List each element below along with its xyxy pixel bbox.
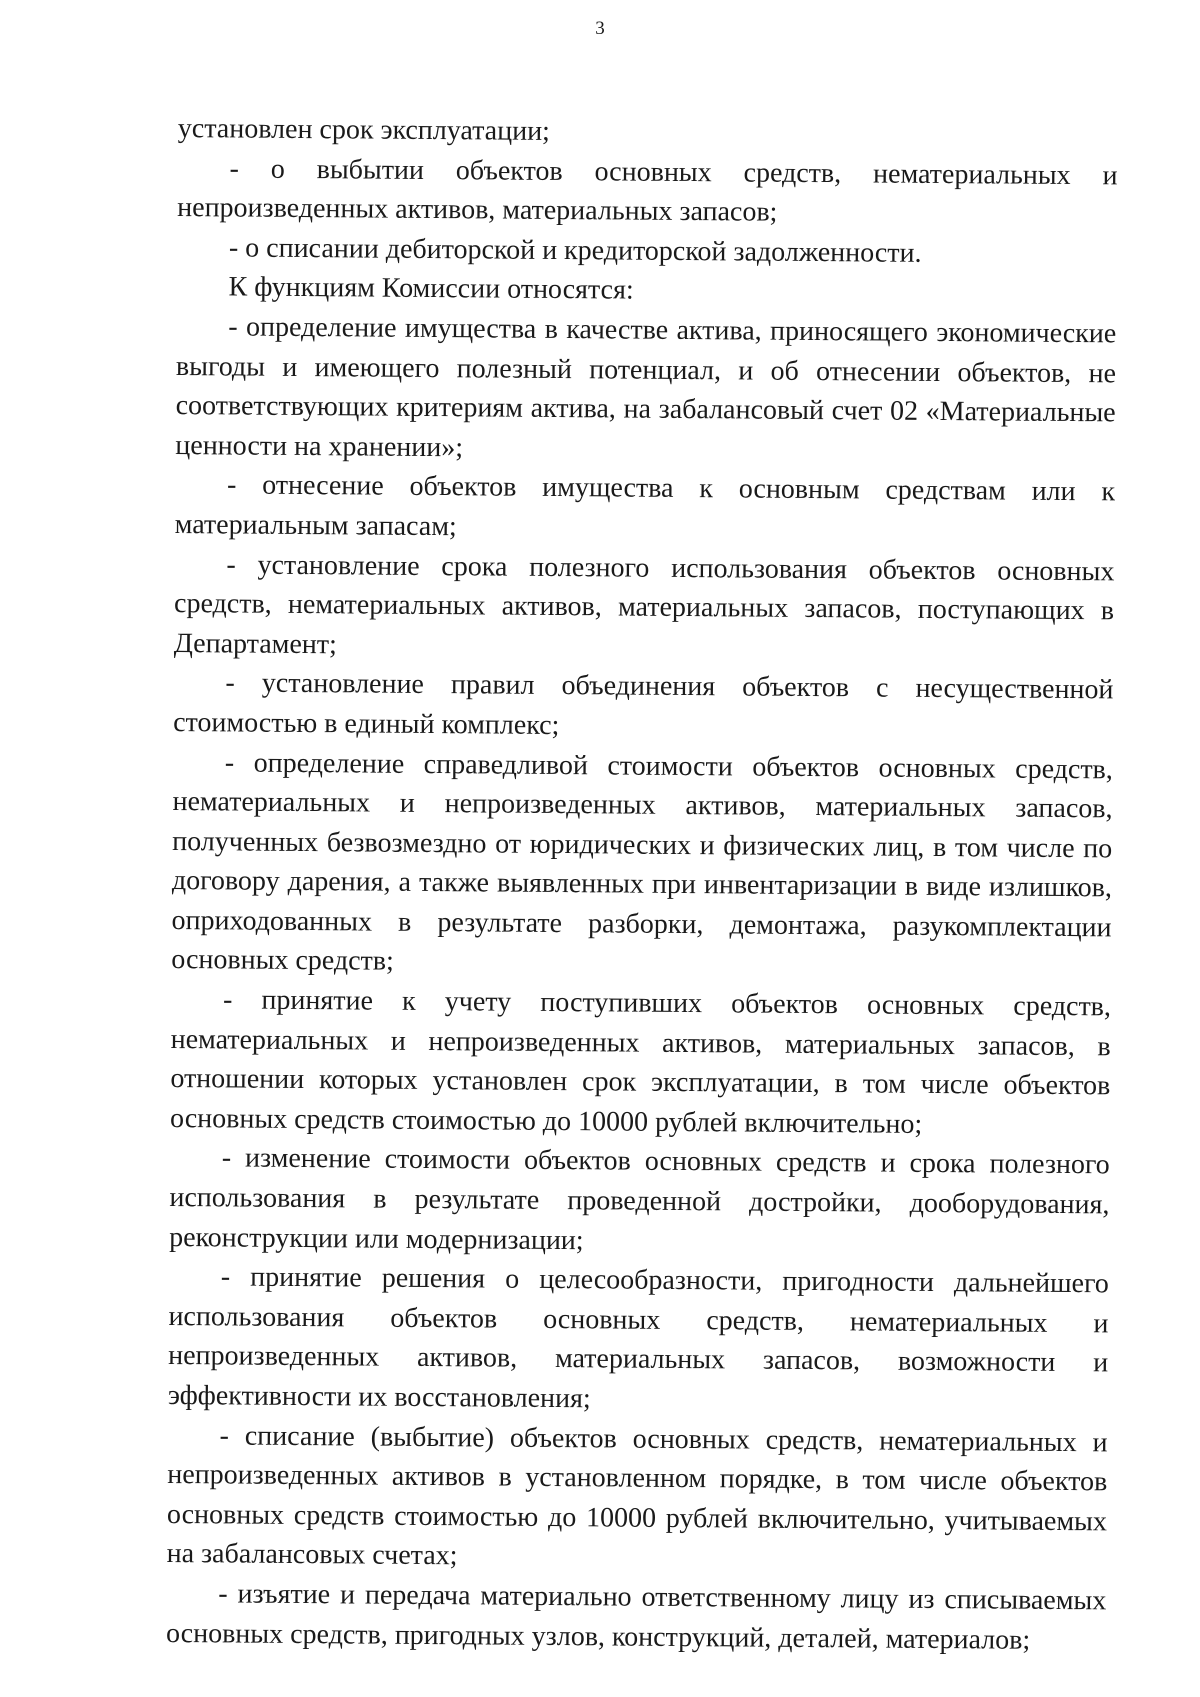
body-text: [166, 109, 1118, 1660]
paragraph-9: - определение справедливой стоимости объектов основных средств, нематериальных и непроизведенных активов, материальных запасов, полученных безвозмездно от юридических и физических лиц, в том числе по договору дарения, а также выявленных при инвентаризации в виде излишков, оприходованных в результате разборки, демонтажа, разукомплектации основных средств;: [171, 746, 1113, 978]
paragraph-8: - установление правил объединения объектов с несущественной стоимостью в единый комплекс;: [173, 667, 1114, 741]
paragraph-4: К функциям Комиссии относятся:: [228, 271, 634, 306]
paragraph-14: - изъятие и передача материально ответственному лицу из списываемых основных средств, пригодных узлов, конструкций, деталей, материалов;: [165, 1578, 1107, 1656]
paragraph-13: - списание (выбытие) объектов основных средств, нематериальных и непроизведенных активов в установленном порядке, в том числе объектов основных средств стоимостью до 10000 рублей включительно, учитываемых на забалансовых счетах;: [166, 1419, 1108, 1572]
page-number: 3: [595, 18, 605, 39]
paragraph-6: - отнесение объектов имущества к основным средствам или к материальным запасам;: [174, 469, 1116, 543]
paragraph-12: - принятие решения о целесообразности, пригодности дальнейшего использования объектов основных средств, нематериальных и непроизведенных активов, материальных запасов, возможности и эффективности их восстановления;: [167, 1261, 1109, 1415]
paragraph-3: - о списании дебиторской и кредиторской задолженности.: [228, 232, 922, 269]
paragraph-11: - изменение стоимости объектов основных средств и срока полезного использования в результате проведенной достройки, дооборудования, реконструкции или модернизации;: [169, 1142, 1110, 1256]
paragraph-1: установлен срок эксплуатации;: [177, 112, 551, 147]
paragraph-7: - установление срока полезного использования объектов основных средств, нематериальных активов, материальных запасов, поступающих в Департамент;: [173, 548, 1115, 660]
paragraph-10: - принятие к учету поступивших объектов основных средств, нематериальных и непроизведенных активов, материальных запасов, в отношении которых установлен срок эксплуатации, в том числе объектов основных средств стоимостью до 10000 рублей включительно;: [169, 984, 1112, 1140]
paragraph-5: - определение имущества в качестве актива, приносящего экономические выгоды и имеющего полезный потенциал, и об отнесении объектов, не соответствующих критериям актива, на забалансовый счет 02 «Материальные ценности на хранении»;: [175, 311, 1117, 463]
paragraph-2: - о выбытии объектов основных средств, нематериальных и непроизведенных активов, материальных запасов;: [177, 153, 1118, 228]
